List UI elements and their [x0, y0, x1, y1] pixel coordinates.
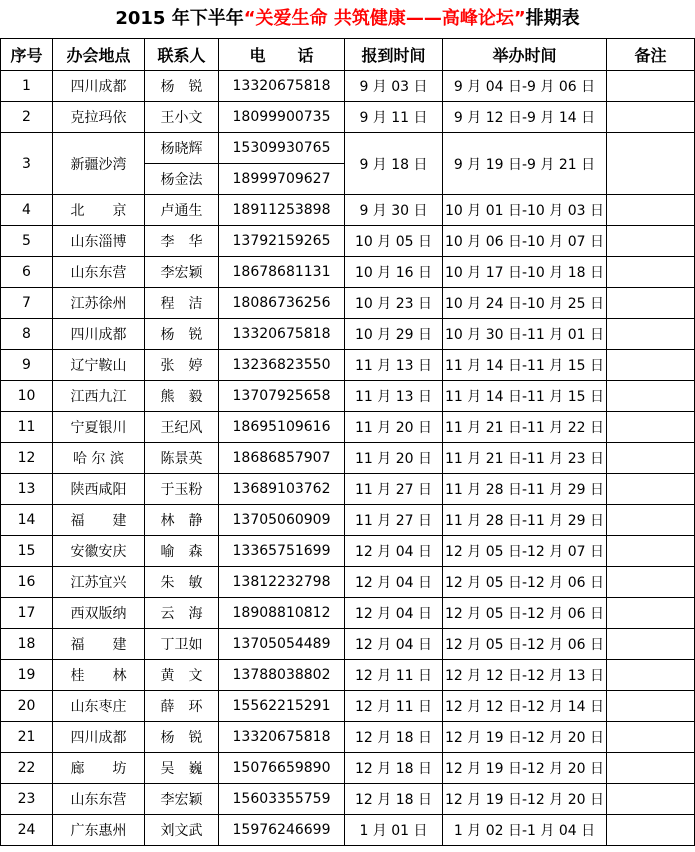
row-checkin: 11 月 13 日 — [345, 381, 443, 412]
row-phone: 13689103762 — [219, 474, 345, 505]
row-contact: 杨晓辉 — [145, 133, 219, 164]
header-row — [1, 39, 695, 71]
table-row — [1, 660, 695, 691]
row-note — [607, 505, 695, 536]
row-note — [607, 319, 695, 350]
row-place: 宁夏银川 — [53, 412, 145, 443]
row-checkin: 11 月 27 日 — [345, 474, 443, 505]
row-contact: 王纪风 — [145, 412, 219, 443]
row-number: 15 — [1, 536, 53, 567]
table-row — [1, 102, 695, 133]
header-no: 序号 — [1, 39, 53, 71]
row-period: 12 月 19 日-12 月 20 日 — [443, 753, 607, 784]
title-pre: 年下半年 — [165, 8, 244, 29]
table-row — [1, 257, 695, 288]
row-number: 3 — [1, 133, 53, 195]
row-phone: 13707925658 — [219, 381, 345, 412]
row-number: 22 — [1, 753, 53, 784]
title-post: 排期表 — [525, 8, 580, 29]
row-place: 新疆沙湾 — [53, 133, 145, 195]
row-contact: 吴 巍 — [145, 753, 219, 784]
row-period: 11 月 14 日-11 月 15 日 — [443, 381, 607, 412]
row-note — [607, 412, 695, 443]
row-contact: 刘文武 — [145, 815, 219, 846]
row-note — [607, 474, 695, 505]
row-checkin: 9 月 18 日 — [345, 133, 443, 195]
row-phone: 18099900735 — [219, 102, 345, 133]
row-note — [607, 567, 695, 598]
row-checkin: 11 月 13 日 — [345, 350, 443, 381]
row-place: 山东枣庄 — [53, 691, 145, 722]
row-note — [607, 815, 695, 846]
table-row — [1, 567, 695, 598]
row-phone: 18908810812 — [219, 598, 345, 629]
row-phone: 13236823550 — [219, 350, 345, 381]
header-period: 举办时间 — [443, 39, 607, 71]
row-note — [607, 660, 695, 691]
table-row — [1, 226, 695, 257]
table-row — [1, 753, 695, 784]
header-phone: 电 话 — [219, 39, 345, 71]
row-place: 安徽安庆 — [53, 536, 145, 567]
row-contact: 喻 森 — [145, 536, 219, 567]
row-place: 山东东营 — [53, 784, 145, 815]
row-phone: 18678681131 — [219, 257, 345, 288]
row-number: 8 — [1, 319, 53, 350]
row-checkin: 12 月 04 日 — [345, 567, 443, 598]
row-phone: 18686857907 — [219, 443, 345, 474]
row-number: 24 — [1, 815, 53, 846]
table-row — [1, 598, 695, 629]
row-checkin: 9 月 03 日 — [345, 71, 443, 102]
row-period: 12 月 19 日-12 月 20 日 — [443, 722, 607, 753]
row-number: 23 — [1, 784, 53, 815]
row-note — [607, 288, 695, 319]
row-period: 11 月 21 日-11 月 23 日 — [443, 443, 607, 474]
row-phone: 18086736256 — [219, 288, 345, 319]
row-number: 21 — [1, 722, 53, 753]
table-row — [1, 288, 695, 319]
header-checkin: 报到时间 — [345, 39, 443, 71]
row-place: 江苏宜兴 — [53, 567, 145, 598]
row-number: 4 — [1, 195, 53, 226]
row-note — [607, 102, 695, 133]
row-period: 10 月 17 日-10 月 18 日 — [443, 257, 607, 288]
page-title — [0, 0, 695, 38]
schedule-table — [0, 38, 695, 846]
row-place: 福 建 — [53, 629, 145, 660]
row-checkin: 12 月 04 日 — [345, 629, 443, 660]
table-row — [1, 195, 695, 226]
row-place: 广东惠州 — [53, 815, 145, 846]
row-phone: 15976246699 — [219, 815, 345, 846]
row-contact: 陈景英 — [145, 443, 219, 474]
row-phone: 15076659890 — [219, 753, 345, 784]
row-period: 12 月 12 日-12 月 13 日 — [443, 660, 607, 691]
row-phone: 13788038802 — [219, 660, 345, 691]
row-contact: 李宏颖 — [145, 784, 219, 815]
row-note — [607, 443, 695, 474]
row-phone: 15603355759 — [219, 784, 345, 815]
row-contact: 李 华 — [145, 226, 219, 257]
row-checkin: 12 月 11 日 — [345, 660, 443, 691]
row-contact: 卢通生 — [145, 195, 219, 226]
row-period: 11 月 28 日-11 月 29 日 — [443, 474, 607, 505]
row-note — [607, 784, 695, 815]
row-note — [607, 598, 695, 629]
row-contact: 杨 锐 — [145, 71, 219, 102]
row-place: 北 京 — [53, 195, 145, 226]
row-checkin: 10 月 29 日 — [345, 319, 443, 350]
row-note — [607, 195, 695, 226]
row-phone: 15309930765 — [219, 133, 345, 164]
row-contact: 李宏颖 — [145, 257, 219, 288]
header-contact: 联系人 — [145, 39, 219, 71]
row-period: 9 月 04 日-9 月 06 日 — [443, 71, 607, 102]
row-number: 6 — [1, 257, 53, 288]
row-checkin: 11 月 20 日 — [345, 443, 443, 474]
row-contact: 朱 敏 — [145, 567, 219, 598]
row-number: 16 — [1, 567, 53, 598]
row-contact: 张 婷 — [145, 350, 219, 381]
table-row — [1, 443, 695, 474]
title-year: 2015 — [115, 8, 166, 29]
row-note — [607, 71, 695, 102]
row-phone: 13812232798 — [219, 567, 345, 598]
row-checkin: 12 月 18 日 — [345, 722, 443, 753]
row-note — [607, 350, 695, 381]
row-number: 1 — [1, 71, 53, 102]
row-period: 9 月 12 日-9 月 14 日 — [443, 102, 607, 133]
row-place: 山东淄博 — [53, 226, 145, 257]
row-place: 山东东营 — [53, 257, 145, 288]
row-phone: 18999709627 — [219, 164, 345, 195]
row-contact: 薛 环 — [145, 691, 219, 722]
row-period: 11 月 21 日-11 月 22 日 — [443, 412, 607, 443]
header-note: 备注 — [607, 39, 695, 71]
row-place: 四川成都 — [53, 722, 145, 753]
row-period: 1 月 02 日-1 月 04 日 — [443, 815, 607, 846]
row-period: 12 月 19 日-12 月 20 日 — [443, 784, 607, 815]
table-row — [1, 691, 695, 722]
table-row — [1, 71, 695, 102]
row-period: 10 月 30 日-11 月 01 日 — [443, 319, 607, 350]
row-phone: 15562215291 — [219, 691, 345, 722]
row-checkin: 10 月 05 日 — [345, 226, 443, 257]
row-note — [607, 257, 695, 288]
row-place: 廊 坊 — [53, 753, 145, 784]
row-checkin: 12 月 04 日 — [345, 536, 443, 567]
row-note — [607, 226, 695, 257]
table-row — [1, 784, 695, 815]
row-contact: 云 海 — [145, 598, 219, 629]
row-contact: 程 洁 — [145, 288, 219, 319]
table-row — [1, 722, 695, 753]
row-contact: 杨金法 — [145, 164, 219, 195]
row-phone: 13365751699 — [219, 536, 345, 567]
table-row — [1, 381, 695, 412]
row-checkin: 12 月 18 日 — [345, 753, 443, 784]
row-checkin: 1 月 01 日 — [345, 815, 443, 846]
row-place: 江西九江 — [53, 381, 145, 412]
row-contact: 杨 锐 — [145, 722, 219, 753]
header-place: 办会地点 — [53, 39, 145, 71]
row-number: 14 — [1, 505, 53, 536]
row-place: 陕西咸阳 — [53, 474, 145, 505]
row-checkin: 12 月 18 日 — [345, 784, 443, 815]
table-row — [1, 133, 695, 164]
row-contact: 丁卫如 — [145, 629, 219, 660]
row-phone: 13320675818 — [219, 319, 345, 350]
row-period: 12 月 05 日-12 月 07 日 — [443, 536, 607, 567]
row-contact: 黄 文 — [145, 660, 219, 691]
row-contact: 于玉粉 — [145, 474, 219, 505]
row-phone: 18695109616 — [219, 412, 345, 443]
row-number: 11 — [1, 412, 53, 443]
table-row — [1, 319, 695, 350]
row-period: 10 月 24 日-10 月 25 日 — [443, 288, 607, 319]
row-contact: 熊 毅 — [145, 381, 219, 412]
row-place: 辽宁鞍山 — [53, 350, 145, 381]
row-number: 9 — [1, 350, 53, 381]
table-row — [1, 629, 695, 660]
row-number: 10 — [1, 381, 53, 412]
table-row — [1, 474, 695, 505]
row-phone: 18911253898 — [219, 195, 345, 226]
row-period: 12 月 05 日-12 月 06 日 — [443, 629, 607, 660]
row-checkin: 9 月 11 日 — [345, 102, 443, 133]
row-checkin: 11 月 20 日 — [345, 412, 443, 443]
row-place: 克拉玛依 — [53, 102, 145, 133]
row-number: 13 — [1, 474, 53, 505]
row-number: 18 — [1, 629, 53, 660]
row-note — [607, 381, 695, 412]
row-phone: 13792159265 — [219, 226, 345, 257]
row-note — [607, 722, 695, 753]
row-phone: 13320675818 — [219, 722, 345, 753]
row-number: 7 — [1, 288, 53, 319]
row-phone: 13705060909 — [219, 505, 345, 536]
row-period: 9 月 19 日-9 月 21 日 — [443, 133, 607, 195]
row-checkin: 11 月 27 日 — [345, 505, 443, 536]
row-period: 10 月 06 日-10 月 07 日 — [443, 226, 607, 257]
table-row — [1, 350, 695, 381]
row-period: 11 月 28 日-11 月 29 日 — [443, 505, 607, 536]
row-contact: 林 静 — [145, 505, 219, 536]
row-checkin: 10 月 23 日 — [345, 288, 443, 319]
row-number: 19 — [1, 660, 53, 691]
row-number: 17 — [1, 598, 53, 629]
row-period: 11 月 14 日-11 月 15 日 — [443, 350, 607, 381]
row-place: 哈 尔 滨 — [53, 443, 145, 474]
row-place: 西双版纳 — [53, 598, 145, 629]
row-number: 2 — [1, 102, 53, 133]
row-number: 20 — [1, 691, 53, 722]
row-place: 四川成都 — [53, 319, 145, 350]
row-note — [607, 691, 695, 722]
row-place: 四川成都 — [53, 71, 145, 102]
row-phone: 13705054489 — [219, 629, 345, 660]
row-note — [607, 753, 695, 784]
row-note — [607, 536, 695, 567]
table-row — [1, 505, 695, 536]
row-place: 桂 林 — [53, 660, 145, 691]
table-row — [1, 536, 695, 567]
title-slogan: “关爱生命 共筑健康——高峰论坛” — [243, 8, 526, 29]
row-place: 福 建 — [53, 505, 145, 536]
row-note — [607, 133, 695, 195]
row-period: 12 月 12 日-12 月 14 日 — [443, 691, 607, 722]
row-contact: 王小文 — [145, 102, 219, 133]
table-row — [1, 412, 695, 443]
row-number: 12 — [1, 443, 53, 474]
row-period: 12 月 05 日-12 月 06 日 — [443, 598, 607, 629]
row-period: 12 月 05 日-12 月 06 日 — [443, 567, 607, 598]
row-contact: 杨 锐 — [145, 319, 219, 350]
row-note — [607, 629, 695, 660]
row-checkin: 12 月 11 日 — [345, 691, 443, 722]
table-row — [1, 815, 695, 846]
row-phone: 13320675818 — [219, 71, 345, 102]
row-checkin: 10 月 16 日 — [345, 257, 443, 288]
row-number: 5 — [1, 226, 53, 257]
row-place: 江苏徐州 — [53, 288, 145, 319]
row-checkin: 9 月 30 日 — [345, 195, 443, 226]
row-period: 10 月 01 日-10 月 03 日 — [443, 195, 607, 226]
row-checkin: 12 月 04 日 — [345, 598, 443, 629]
